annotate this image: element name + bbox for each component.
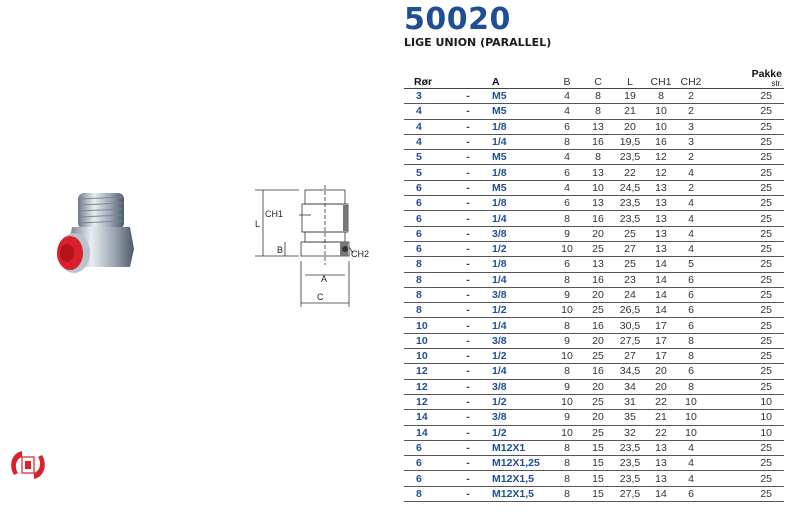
cell-b: 9: [552, 226, 582, 241]
table-header-row: [404, 66, 784, 89]
cell-ch2: 3: [676, 119, 706, 134]
cell-ch2: 6: [676, 272, 706, 287]
cell-ch2: 4: [676, 211, 706, 226]
cell-pakke: 10: [706, 410, 784, 425]
cell-l: 21: [614, 104, 646, 119]
label-c: C: [317, 292, 324, 302]
cell-ror: 8: [404, 272, 448, 287]
cell-a: M12X1: [488, 440, 552, 455]
cell-ror: 5: [404, 165, 448, 180]
product-name: LIGE UNION (PARALLEL): [404, 36, 552, 49]
cell-pakke: 25: [706, 89, 784, 104]
cell-pakke: 25: [706, 211, 784, 226]
cell-b: 4: [552, 89, 582, 104]
cell-ror: 14: [404, 425, 448, 440]
table-row: [404, 379, 784, 394]
cell-b: 10: [552, 394, 582, 409]
cell-ch1: 13: [646, 180, 676, 195]
table-row: [404, 303, 784, 318]
cell-ch1: 13: [646, 196, 676, 211]
cell-ch2: 3: [676, 134, 706, 149]
cell-ch2: 10: [676, 425, 706, 440]
technical-drawing: [255, 185, 370, 310]
cell-ch1: 14: [646, 303, 676, 318]
cell-c: 15: [582, 456, 614, 471]
cell-a: 1/4: [488, 364, 552, 379]
cell-a: 1/4: [488, 272, 552, 287]
table-row: [404, 394, 784, 409]
cell-c: 8: [582, 150, 614, 165]
cell-ror: 10: [404, 333, 448, 348]
cell-b: 4: [552, 104, 582, 119]
cell-c: 25: [582, 349, 614, 364]
cell-pakke: 25: [706, 471, 784, 486]
cell-dash: -: [448, 119, 488, 134]
cell-l: 25: [614, 257, 646, 272]
cell-ch2: 2: [676, 150, 706, 165]
cell-pakke: 25: [706, 104, 784, 119]
cell-dash: -: [448, 486, 488, 501]
cell-pakke: 25: [706, 165, 784, 180]
cell-b: 6: [552, 165, 582, 180]
cell-ch1: 13: [646, 241, 676, 256]
cell-pakke: 25: [706, 196, 784, 211]
cell-ch2: 2: [676, 89, 706, 104]
header-spacer: [448, 66, 488, 89]
cell-pakke: 25: [706, 318, 784, 333]
cell-l: 27: [614, 241, 646, 256]
cell-dash: -: [448, 104, 488, 119]
cell-l: 32: [614, 425, 646, 440]
table-row: [404, 364, 784, 379]
cell-ror: 6: [404, 471, 448, 486]
cell-pakke: 25: [706, 456, 784, 471]
cell-c: 16: [582, 134, 614, 149]
table-row: [404, 226, 784, 241]
cell-dash: -: [448, 425, 488, 440]
cell-ch2: 4: [676, 165, 706, 180]
cell-a: 1/2: [488, 241, 552, 256]
cell-ror: 6: [404, 180, 448, 195]
cell-dash: -: [448, 134, 488, 149]
table-row: [404, 196, 784, 211]
cell-pakke: 25: [706, 287, 784, 302]
cell-ch1: 22: [646, 425, 676, 440]
table-row: [404, 349, 784, 364]
cell-ch1: 10: [646, 104, 676, 119]
cell-dash: -: [448, 89, 488, 104]
table-row: [404, 456, 784, 471]
cell-b: 4: [552, 180, 582, 195]
cell-c: 25: [582, 425, 614, 440]
cell-ch2: 6: [676, 303, 706, 318]
table-row: [404, 180, 784, 195]
cell-dash: -: [448, 226, 488, 241]
cell-b: 8: [552, 134, 582, 149]
cell-ch2: 2: [676, 104, 706, 119]
cell-l: 24: [614, 287, 646, 302]
cell-c: 20: [582, 333, 614, 348]
cell-c: 13: [582, 196, 614, 211]
cell-l: 23,5: [614, 440, 646, 455]
cell-a: M5: [488, 104, 552, 119]
cell-ror: 14: [404, 410, 448, 425]
label-ch2: CH2: [351, 249, 370, 259]
cell-pakke: 25: [706, 119, 784, 134]
cell-l: 26,5: [614, 303, 646, 318]
cell-pakke: 25: [706, 486, 784, 501]
cell-ch1: 14: [646, 287, 676, 302]
cell-b: 8: [552, 272, 582, 287]
table-row: [404, 150, 784, 165]
table-row: [404, 165, 784, 180]
cell-ch2: 6: [676, 287, 706, 302]
cell-c: 20: [582, 379, 614, 394]
cell-a: 3/8: [488, 226, 552, 241]
cell-ror: 6: [404, 241, 448, 256]
cell-c: 20: [582, 410, 614, 425]
cell-b: 10: [552, 425, 582, 440]
cell-a: M12X1,5: [488, 471, 552, 486]
cell-c: 10: [582, 180, 614, 195]
cell-pakke: 25: [706, 303, 784, 318]
cell-ch1: 17: [646, 318, 676, 333]
cell-dash: -: [448, 180, 488, 195]
cell-a: 1/2: [488, 425, 552, 440]
header-c: C: [582, 66, 614, 89]
cell-pakke: 25: [706, 349, 784, 364]
cell-a: M12X1,5: [488, 486, 552, 501]
cell-b: 8: [552, 486, 582, 501]
cell-dash: -: [448, 333, 488, 348]
label-b: B: [277, 245, 284, 255]
cell-a: 1/2: [488, 349, 552, 364]
cell-pakke: 25: [706, 364, 784, 379]
cell-a: M5: [488, 150, 552, 165]
cell-c: 20: [582, 226, 614, 241]
cell-ch2: 8: [676, 379, 706, 394]
cell-a: 3/8: [488, 379, 552, 394]
cell-c: 8: [582, 104, 614, 119]
cell-l: 20: [614, 119, 646, 134]
table-row: [404, 486, 784, 501]
cell-l: 35: [614, 410, 646, 425]
cell-ch1: 22: [646, 394, 676, 409]
cell-b: 8: [552, 318, 582, 333]
cell-a: 3/8: [488, 410, 552, 425]
cell-l: 27,5: [614, 486, 646, 501]
label-ch1: CH1: [265, 209, 284, 219]
table-row: [404, 333, 784, 348]
cell-c: 16: [582, 272, 614, 287]
cell-l: 27,5: [614, 333, 646, 348]
spec-table: [404, 66, 784, 502]
cell-ch1: 10: [646, 119, 676, 134]
cell-dash: -: [448, 165, 488, 180]
table-row: [404, 104, 784, 119]
cell-ror: 6: [404, 211, 448, 226]
table-row: [404, 318, 784, 333]
header-pakke-label: Pakke: [751, 68, 782, 80]
cell-pakke: 25: [706, 257, 784, 272]
header-pakke-sub: str.: [771, 79, 782, 88]
label-a: A: [321, 274, 328, 284]
cell-c: 15: [582, 440, 614, 455]
cell-ch2: 5: [676, 257, 706, 272]
cell-b: 9: [552, 410, 582, 425]
cell-a: 1/4: [488, 134, 552, 149]
cell-a: 3/8: [488, 287, 552, 302]
cell-c: 25: [582, 394, 614, 409]
cell-dash: -: [448, 349, 488, 364]
cell-c: 25: [582, 241, 614, 256]
cell-ch1: 12: [646, 150, 676, 165]
cell-ror: 10: [404, 318, 448, 333]
cell-dash: -: [448, 287, 488, 302]
cell-c: 16: [582, 211, 614, 226]
cell-ch1: 20: [646, 364, 676, 379]
cell-pakke: 25: [706, 134, 784, 149]
cell-b: 10: [552, 303, 582, 318]
product-photo: [50, 185, 140, 285]
cell-ror: 4: [404, 119, 448, 134]
cell-ror: 5: [404, 150, 448, 165]
cell-ch1: 17: [646, 349, 676, 364]
cell-dash: -: [448, 410, 488, 425]
cell-ch2: 6: [676, 318, 706, 333]
cell-dash: -: [448, 364, 488, 379]
table-row: [404, 440, 784, 455]
cell-b: 8: [552, 440, 582, 455]
cell-c: 15: [582, 486, 614, 501]
cell-pakke: 25: [706, 379, 784, 394]
cell-a: 1/2: [488, 394, 552, 409]
cell-pakke: 25: [706, 180, 784, 195]
cell-ch2: 8: [676, 349, 706, 364]
cell-ch1: 21: [646, 410, 676, 425]
cell-l: 23: [614, 272, 646, 287]
cell-ch1: 14: [646, 486, 676, 501]
cell-a: 1/8: [488, 257, 552, 272]
cell-a: 1/8: [488, 165, 552, 180]
cell-dash: -: [448, 303, 488, 318]
cell-ch1: 13: [646, 471, 676, 486]
header-ch2: CH2: [676, 66, 706, 89]
table-row: [404, 287, 784, 302]
cell-l: 30,5: [614, 318, 646, 333]
cell-l: 23,5: [614, 211, 646, 226]
header-ch1: CH1: [646, 66, 676, 89]
cell-l: 22: [614, 165, 646, 180]
cell-b: 9: [552, 333, 582, 348]
cell-pakke: 10: [706, 425, 784, 440]
cell-ror: 12: [404, 379, 448, 394]
cell-dash: -: [448, 211, 488, 226]
header-ror: Rør: [404, 66, 448, 89]
cell-pakke: 25: [706, 440, 784, 455]
cell-b: 8: [552, 211, 582, 226]
table-row: [404, 119, 784, 134]
cell-a: 3/8: [488, 333, 552, 348]
cell-c: 8: [582, 89, 614, 104]
cell-l: 23,5: [614, 150, 646, 165]
company-logo: [8, 447, 48, 483]
cell-b: 8: [552, 456, 582, 471]
cell-c: 16: [582, 318, 614, 333]
cell-ror: 4: [404, 104, 448, 119]
header-a: A: [488, 66, 552, 89]
cell-ch2: 4: [676, 456, 706, 471]
table-row: [404, 410, 784, 425]
cell-a: 1/4: [488, 318, 552, 333]
cell-ror: 8: [404, 287, 448, 302]
cell-ror: 8: [404, 257, 448, 272]
cell-b: 9: [552, 287, 582, 302]
table-row: [404, 134, 784, 149]
cell-dash: -: [448, 241, 488, 256]
cell-ch2: 10: [676, 410, 706, 425]
cell-ch2: 6: [676, 364, 706, 379]
cell-ch2: 4: [676, 226, 706, 241]
cell-ror: 8: [404, 303, 448, 318]
header-b: B: [552, 66, 582, 89]
cell-a: 1/8: [488, 196, 552, 211]
cell-ch2: 6: [676, 486, 706, 501]
cell-ch1: 13: [646, 211, 676, 226]
cell-pakke: 25: [706, 150, 784, 165]
cell-a: 1/4: [488, 211, 552, 226]
header-pakke: [706, 66, 784, 89]
cell-ror: 6: [404, 456, 448, 471]
cell-b: 6: [552, 196, 582, 211]
cell-b: 6: [552, 119, 582, 134]
cell-ch1: 17: [646, 333, 676, 348]
cell-ror: 4: [404, 134, 448, 149]
cell-c: 20: [582, 287, 614, 302]
cell-ror: 10: [404, 349, 448, 364]
cell-dash: -: [448, 318, 488, 333]
cell-pakke: 10: [706, 394, 784, 409]
cell-a: 1/8: [488, 119, 552, 134]
cell-dash: -: [448, 471, 488, 486]
cell-ror: 6: [404, 196, 448, 211]
cell-l: 34,5: [614, 364, 646, 379]
cell-dash: -: [448, 456, 488, 471]
cell-dash: -: [448, 272, 488, 287]
cell-ch2: 4: [676, 471, 706, 486]
cell-l: 24,5: [614, 180, 646, 195]
cell-c: 15: [582, 471, 614, 486]
cell-l: 23,5: [614, 456, 646, 471]
cell-ch1: 13: [646, 440, 676, 455]
cell-ror: 6: [404, 226, 448, 241]
table-row: [404, 425, 784, 440]
cell-c: 13: [582, 257, 614, 272]
cell-ch1: 12: [646, 165, 676, 180]
cell-ror: 6: [404, 440, 448, 455]
cell-l: 25: [614, 226, 646, 241]
cell-dash: -: [448, 196, 488, 211]
cell-l: 23,5: [614, 196, 646, 211]
table-row: [404, 241, 784, 256]
cell-ch1: 13: [646, 226, 676, 241]
table-row: [404, 211, 784, 226]
cell-c: 25: [582, 303, 614, 318]
cell-ror: 3: [404, 89, 448, 104]
cell-dash: -: [448, 257, 488, 272]
table-row: [404, 89, 784, 104]
cell-b: 6: [552, 257, 582, 272]
cell-b: 8: [552, 364, 582, 379]
cell-ch1: 16: [646, 134, 676, 149]
cell-ror: 12: [404, 394, 448, 409]
cell-l: 23,5: [614, 471, 646, 486]
cell-l: 19,5: [614, 134, 646, 149]
cell-ror: 12: [404, 364, 448, 379]
cell-a: M5: [488, 89, 552, 104]
cell-a: M5: [488, 180, 552, 195]
cell-ror: 8: [404, 486, 448, 501]
cell-l: 19: [614, 89, 646, 104]
cell-dash: -: [448, 394, 488, 409]
cell-pakke: 25: [706, 333, 784, 348]
cell-ch1: 14: [646, 272, 676, 287]
cell-ch1: 14: [646, 257, 676, 272]
table-row: [404, 471, 784, 486]
cell-b: 9: [552, 379, 582, 394]
cell-ch2: 4: [676, 440, 706, 455]
cell-a: M12X1,25: [488, 456, 552, 471]
cell-ch2: 10: [676, 394, 706, 409]
cell-l: 34: [614, 379, 646, 394]
cell-ch1: 13: [646, 456, 676, 471]
cell-a: 1/2: [488, 303, 552, 318]
cell-b: 4: [552, 150, 582, 165]
header-l: L: [614, 66, 646, 89]
cell-dash: -: [448, 440, 488, 455]
label-l: L: [255, 219, 261, 229]
cell-pakke: 25: [706, 272, 784, 287]
cell-dash: -: [448, 150, 488, 165]
table-row: [404, 257, 784, 272]
cell-pakke: 25: [706, 241, 784, 256]
cell-c: 13: [582, 119, 614, 134]
cell-ch2: 4: [676, 241, 706, 256]
cell-ch1: 20: [646, 379, 676, 394]
product-number: 50020: [404, 2, 511, 37]
cell-ch2: 8: [676, 333, 706, 348]
cell-pakke: 25: [706, 226, 784, 241]
cell-l: 31: [614, 394, 646, 409]
table-row: [404, 272, 784, 287]
cell-ch2: 2: [676, 180, 706, 195]
cell-ch2: 4: [676, 196, 706, 211]
cell-b: 10: [552, 349, 582, 364]
cell-c: 16: [582, 364, 614, 379]
cell-b: 8: [552, 471, 582, 486]
cell-c: 13: [582, 165, 614, 180]
cell-l: 27: [614, 349, 646, 364]
cell-ch1: 8: [646, 89, 676, 104]
cell-dash: -: [448, 379, 488, 394]
cell-b: 10: [552, 241, 582, 256]
